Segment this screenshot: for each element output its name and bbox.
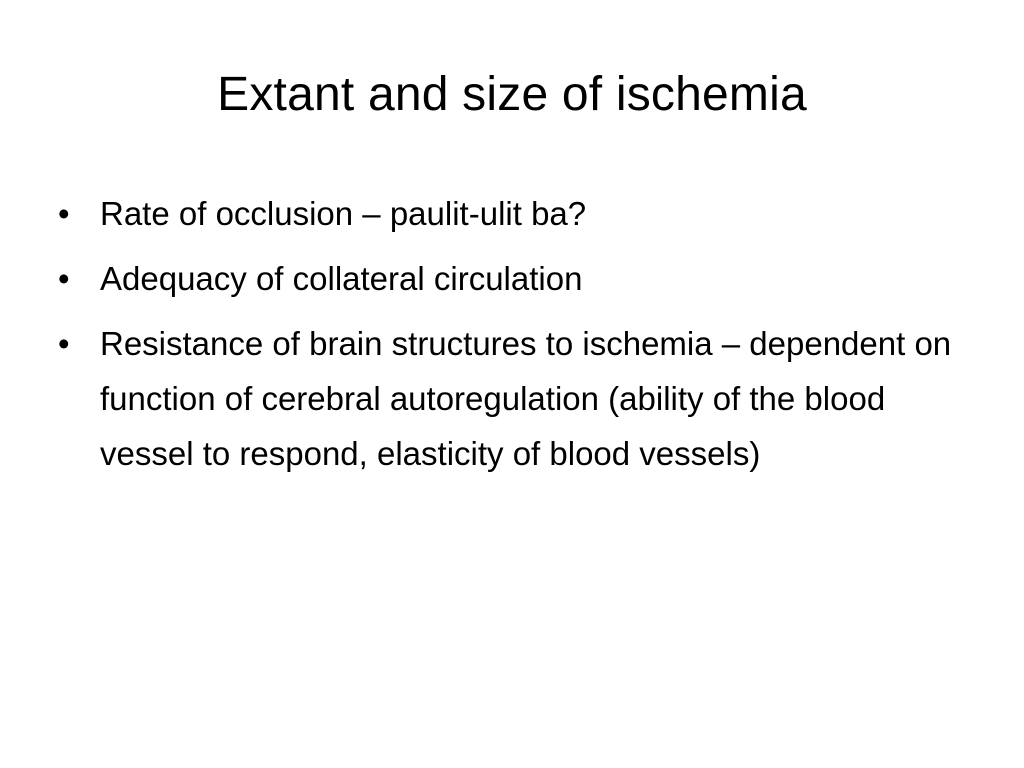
slide-title: Extant and size of ischemia — [217, 68, 807, 121]
bullet-text: Rate of occlusion – paulit-ulit ba? — [100, 195, 587, 232]
bullet-text: Resistance of brain structures to ischemia – dependent on function of cerebral autoregulation (ability of the blood vessel to respond, elasticity of blood vessels) — [100, 325, 952, 472]
bullet-item — [58, 316, 958, 481]
bullet-item — [58, 251, 958, 306]
bullet-text: Adequacy of collateral circulation — [100, 260, 583, 297]
bullet-list — [58, 186, 958, 491]
bullet-marker-icon: • — [58, 325, 70, 362]
bullet-item — [58, 186, 958, 241]
bullet-marker-icon: • — [58, 195, 70, 232]
bullet-marker-icon: • — [58, 260, 70, 297]
